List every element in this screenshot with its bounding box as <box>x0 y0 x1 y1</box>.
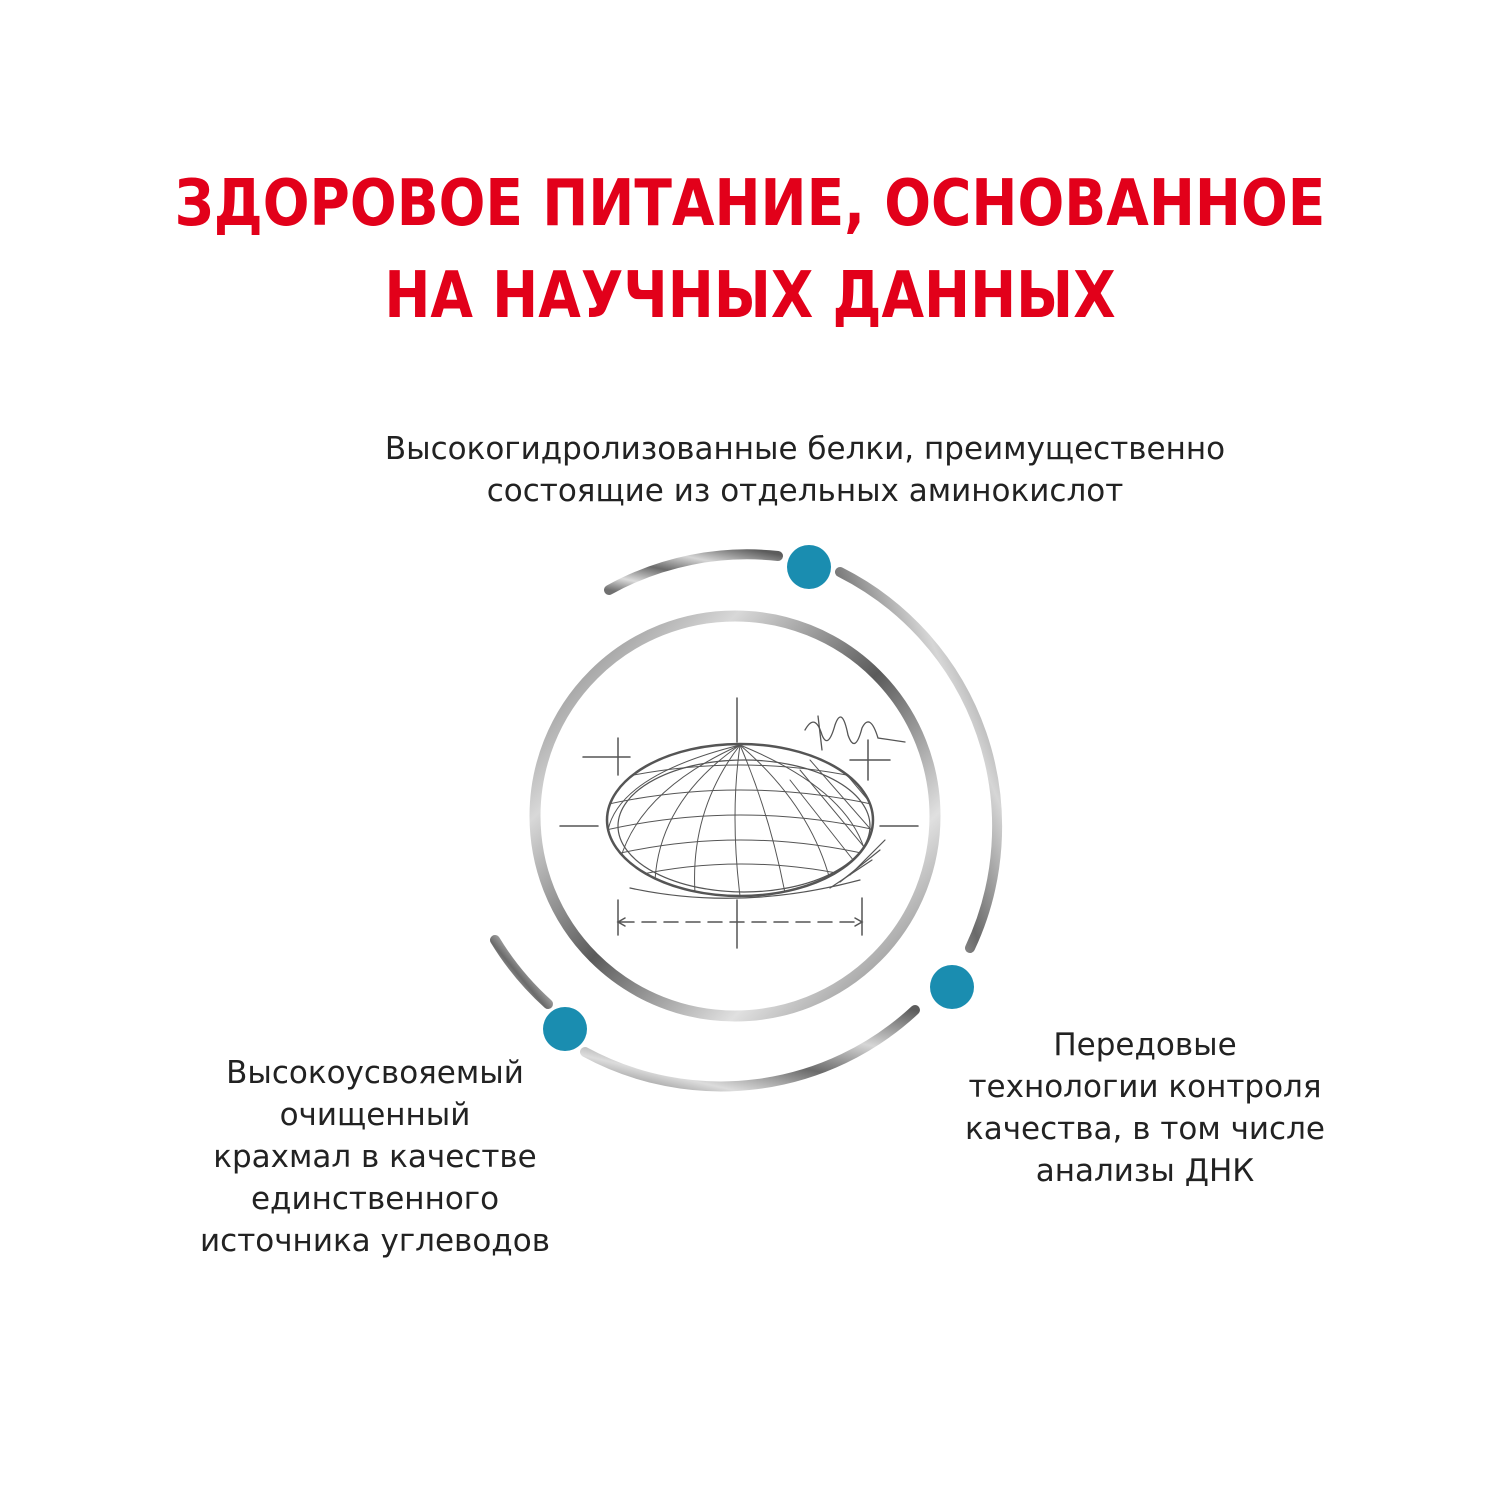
title-line-1: ЗДОРОВОЕ ПИТАНИЕ, ОСНОВАННОЕ <box>174 167 1326 241</box>
caption-right-line: технологии контроля <box>968 1069 1322 1105</box>
caption-left-line: источника углеводов <box>200 1223 550 1259</box>
outer-arc-left <box>495 940 548 1004</box>
title-line-2: НА НАУЧНЫХ ДАННЫХ <box>384 259 1116 333</box>
caption-left-line: крахмал в качестве <box>213 1139 537 1175</box>
kibble-sketch-icon <box>560 698 918 948</box>
caption-right-line: анализы ДНК <box>1035 1153 1255 1189</box>
caption-right-line: Передовые <box>1053 1027 1237 1063</box>
outer-arc-bottom <box>585 1010 915 1086</box>
caption-right-line: качества, в том числе <box>965 1111 1325 1147</box>
caption-top-line: состоящие из отдельных аминокислот <box>486 473 1124 509</box>
caption-left-line: Высокоусвояемый <box>226 1055 524 1091</box>
caption-top-line: Высокогидролизованные белки, преимущественно <box>384 431 1226 467</box>
caption-left-line: очищенный <box>279 1097 471 1133</box>
outer-arc-top <box>609 554 778 590</box>
caption-left-line: единственного <box>250 1181 500 1217</box>
dot-marker-icon <box>543 1007 587 1051</box>
dot-marker-icon <box>930 965 974 1009</box>
dot-marker-icon <box>787 545 831 589</box>
